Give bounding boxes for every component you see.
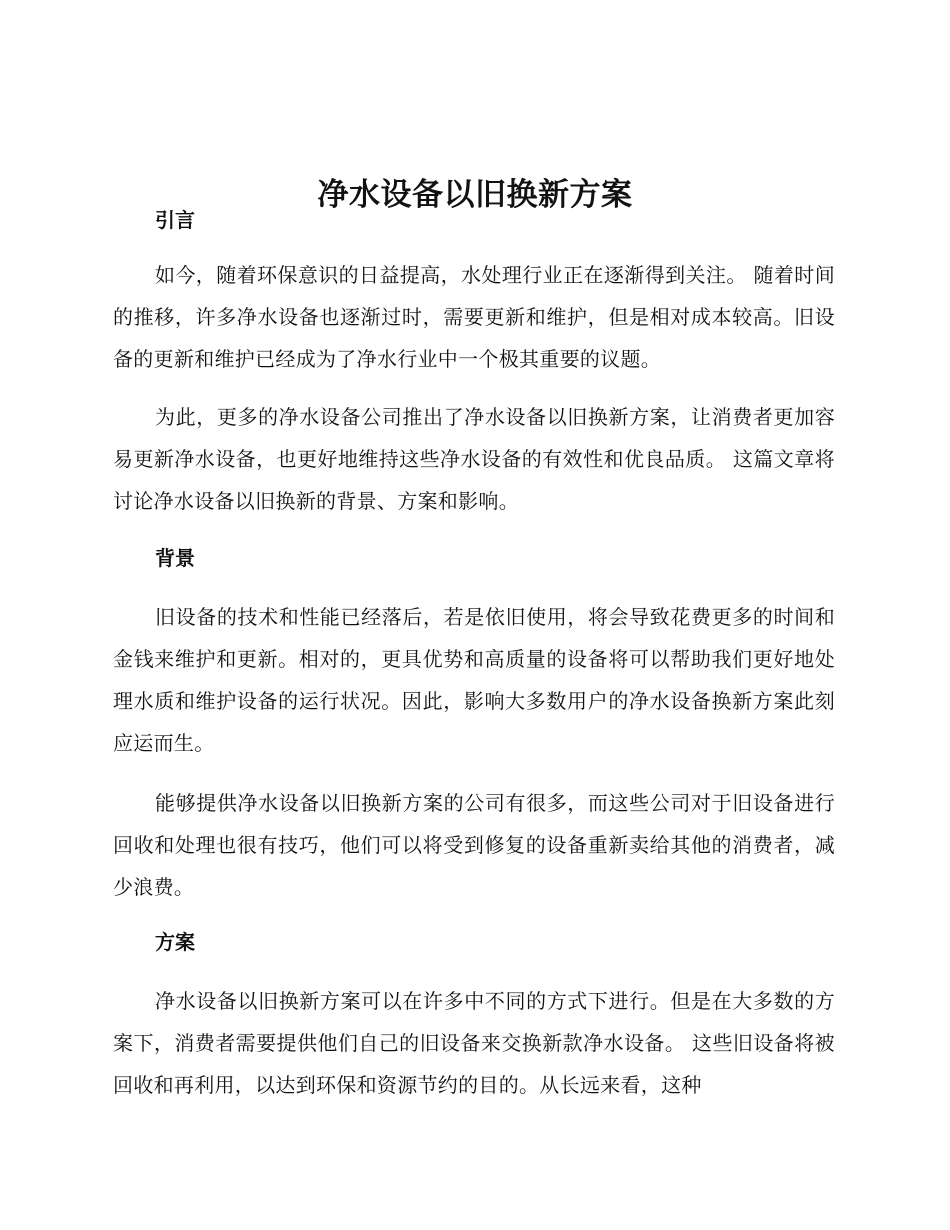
plan-paragraph-1: 净水设备以旧换新方案可以在许多中不同的方式下进行。但是在大多数的方案下，消费者需要提供他们自己的旧设备来交换新款净水设备。 这些旧设备将被回收和再利用，以达到环保和资源节约的目的。从长远来看，这种 [113, 989, 835, 1097]
intro-paragraph-1: 如今，随着环保意识的日益提高，水处理行业正在逐渐得到关注。 随着时间的推移，许多净水设备也逐渐过时，需要更新和维护，但是相对成本较高。旧设备的更新和维护已经成为了净水行业中一个极其重要的议题。 [113, 263, 835, 371]
intro-paragraph-2: 为此，更多的净水设备公司推出了净水设备以旧换新方案，让消费者更加容易更新净水设备，也更好地维持这些净水设备的有效性和优良品质。 这篇文章将讨论净水设备以旧换新的背景、方案和影响。 [113, 405, 835, 513]
section-heading-plan: 方案 [155, 930, 195, 954]
document-title: 净水设备以旧换新方案 [317, 176, 633, 213]
section-heading-background: 背景 [155, 546, 195, 570]
section-heading-intro: 引言 [155, 208, 195, 232]
background-paragraph-2: 能够提供净水设备以旧换新方案的公司有很多，而这些公司对于旧设备进行回收和处理也很有技巧，他们可以将受到修复的设备重新卖给其他的消费者，减少浪费。 [113, 791, 835, 899]
document-body [113, 198, 835, 1106]
background-paragraph-1: 旧设备的技术和性能已经落后，若是依旧使用，将会导致花费更多的时间和金钱来维护和更新。相对的，更具优势和高质量的设备将可以帮助我们更好地处理水质和维护设备的运行状况。因此，影响大多数用户的净水设备换新方案此刻应运而生。 [113, 605, 835, 755]
